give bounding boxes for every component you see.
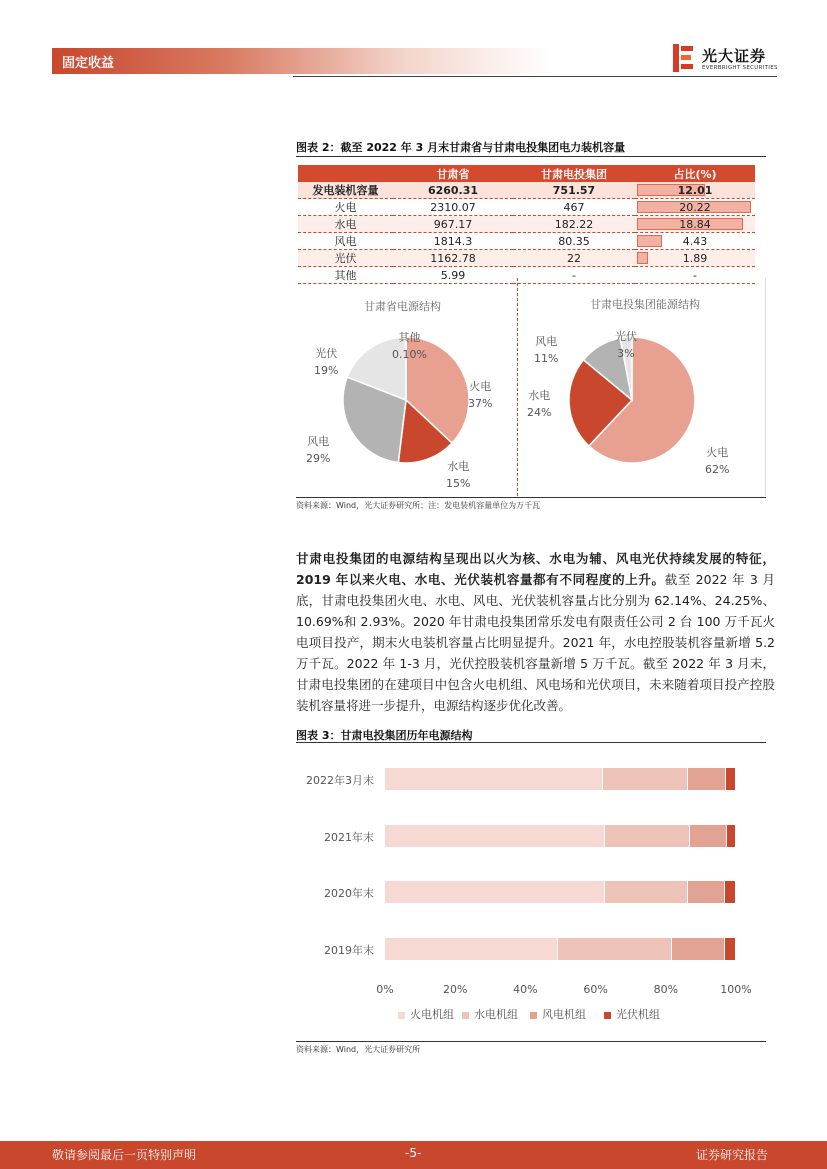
legend-label: 风电机组 — [542, 1008, 586, 1021]
table-row — [298, 216, 755, 233]
pie2-label — [615, 328, 637, 362]
pie-label-name: 水电 — [447, 460, 470, 473]
capacity-table — [298, 165, 755, 284]
logo-text: 光大证券 — [702, 47, 767, 65]
table-cell-pct — [635, 233, 755, 250]
bar-segment-2 — [690, 825, 726, 847]
x-tick-label: 20% — [442, 983, 468, 996]
bar-segment-3 — [726, 768, 735, 790]
bar-segment-0 — [385, 825, 604, 847]
x-tick-label: 100% — [720, 983, 752, 996]
pct-bar — [637, 252, 648, 264]
x-tick-label: 80% — [653, 983, 679, 996]
footer-disclaimer: 敬请参阅最后一页特别声明 — [52, 1148, 197, 1162]
pie1-label — [468, 378, 492, 412]
bar-segment-3 — [725, 881, 735, 903]
pie-label-name: 火电 — [469, 380, 492, 393]
legend-swatch — [398, 1012, 405, 1019]
pie1-label — [314, 345, 338, 379]
page-number: -5- — [405, 1146, 422, 1160]
legend-label: 光伏机组 — [616, 1008, 660, 1021]
legend-label: 水电机组 — [474, 1008, 518, 1021]
figure-3-bottom-rule — [296, 1041, 766, 1042]
pie-label-value: 62% — [705, 463, 730, 476]
figure-2-title: 图表 2：截至 2022 年 3 月末甘肃省与甘肃电投集团电力装机容量 — [296, 141, 626, 154]
pie-label-name: 风电 — [307, 435, 330, 448]
pct-value: - — [693, 268, 697, 282]
col-header — [298, 165, 393, 182]
table-cell-group: 467 — [513, 199, 635, 216]
legend-item — [530, 1006, 586, 1022]
table-cell-label: 风电 — [298, 233, 393, 250]
pie1-label — [392, 329, 427, 363]
legend-swatch — [462, 1012, 469, 1019]
col-header: 甘肃电投集团 — [513, 165, 635, 182]
pie1-label — [306, 433, 330, 467]
pie-label-name: 光伏 — [615, 330, 637, 343]
table-cell-gansu: 6260.31 — [393, 182, 513, 199]
pct-value: 1.89 — [682, 251, 708, 265]
bar-category-label: 2019年末 — [324, 944, 374, 957]
pie-label-name: 火电 — [706, 446, 729, 459]
pct-value: 20.22 — [679, 200, 711, 214]
pie-label-name: 水电 — [528, 389, 551, 402]
pie-label-value: 3% — [617, 347, 635, 360]
bar-category-label: 2020年末 — [324, 887, 374, 900]
pct-value: 12.01 — [677, 183, 713, 197]
figure-2-source: 资料来源：Wind，光大证券研究所；注：发电装机容量单位为万千瓦 — [296, 501, 541, 510]
pie2-label — [527, 387, 551, 421]
bar-segment-2 — [688, 768, 725, 790]
pie-label-value: 37% — [468, 397, 493, 410]
pct-value: 18.84 — [679, 217, 711, 231]
legend-label: 火电机组 — [410, 1008, 454, 1021]
bar-segment-1 — [558, 938, 671, 960]
col-header: 占比(%) — [635, 165, 755, 182]
table-row — [298, 233, 755, 250]
table-cell-pct — [635, 267, 755, 284]
figure-3-title: 图表 3：甘肃电投集团历年电源结构 — [296, 729, 473, 742]
table-cell-gansu: 5.99 — [393, 267, 513, 284]
table-cell-label: 光伏 — [298, 250, 393, 267]
pie-label-value: 0.10% — [392, 348, 427, 361]
pie-label-value: 19% — [314, 364, 339, 377]
bar-segment-0 — [385, 938, 557, 960]
logo-text-en: EVERBRIGHT SECURITIES — [702, 65, 778, 71]
bar-segment-0 — [385, 768, 602, 790]
legend-item — [398, 1006, 454, 1022]
pie-label-name: 风电 — [535, 335, 558, 348]
section-title: 固定收益 — [62, 56, 115, 71]
footer-report-type: 证券研究报告 — [696, 1148, 769, 1162]
pie-label-name: 光伏 — [315, 347, 338, 360]
x-tick-label: 0% — [376, 983, 394, 996]
body-bold: 甘肃电投集团的电源结构呈现出以火为核、水电为辅、风电光伏持续发展的特征，2019 年以来火电、水电、光伏装机容量都有不同程度的上升。 — [296, 551, 775, 587]
pie-label-name: 其他 — [398, 331, 421, 344]
logo-mark-icon — [673, 44, 695, 72]
table-cell-pct — [635, 216, 755, 233]
pie-label-value: 24% — [527, 406, 552, 419]
header-band — [52, 48, 552, 74]
table-cell-gansu: 1162.78 — [393, 250, 513, 267]
table-row — [298, 267, 755, 284]
legend-item — [604, 1006, 660, 1022]
pie1-title: 甘肃省电源结构 — [364, 300, 441, 313]
table-cell-group: 22 — [513, 250, 635, 267]
table-cell-label: 发电装机容量 — [298, 182, 393, 199]
table-cell-gansu: 2310.07 — [393, 199, 513, 216]
table-cell-group: 80.35 — [513, 233, 635, 250]
table-row — [298, 182, 755, 199]
pie-label-value: 15% — [446, 477, 471, 490]
x-tick-label: 60% — [583, 983, 608, 996]
body-text: 截至 2022 年 3 月底，甘肃电投集团火电、水电、风电、光伏装机容量占比分别为 62.14%、24.25%、10.69%和 2.93%。2020 年甘肃电投集团常乐发电有限责任公司 2 台 100 万千瓦火电项目投产，期末火电装机容量占比明显提升。2021 年，水电控股装机容量新增 5.2 万千瓦。2022 年 1-3 月，光伏控股装机容量新增 5 万千瓦。截至 2022 年 3 月末，甘肃电投集团的在建项目中包含火电机组、风电场和光伏项目，未来随着项目投产控股装机容量将进一步提升，电源结构逐步优化改善。 — [296, 572, 775, 713]
pie-frame — [765, 278, 766, 496]
pie2-label — [534, 333, 558, 367]
pie2-title: 甘肃电投集团能源结构 — [590, 298, 700, 311]
table-cell-gansu: 1814.3 — [393, 233, 513, 250]
bar-category-label: 2022年3月末 — [306, 774, 374, 787]
x-tick-label: 40% — [513, 983, 538, 996]
pie-divider — [517, 278, 518, 496]
table-cell-gansu: 967.17 — [393, 216, 513, 233]
pie-label-value: 29% — [306, 452, 331, 465]
figure-2-bottom-rule — [296, 497, 766, 498]
pie-label-value: 11% — [534, 352, 559, 365]
table-cell-group: - — [513, 267, 635, 284]
table-cell-label: 火电 — [298, 199, 393, 216]
figure-3-source: 资料来源：Wind，光大证券研究所 — [296, 1045, 421, 1054]
table-cell-group: 751.57 — [513, 182, 635, 199]
figure-3-rule — [296, 742, 766, 743]
legend-swatch — [530, 1012, 537, 1019]
table-cell-pct — [635, 250, 755, 267]
header-rule — [293, 76, 777, 77]
bar-segment-2 — [672, 938, 724, 960]
table-cell-pct — [635, 182, 755, 199]
bar-segment-2 — [688, 881, 724, 903]
bar-segment-1 — [603, 768, 687, 790]
bar-segment-1 — [605, 881, 687, 903]
bar-segment-3 — [725, 938, 735, 960]
table-cell-label: 其他 — [298, 267, 393, 284]
bar-category-label: 2021年末 — [324, 831, 374, 844]
table-cell-label: 水电 — [298, 216, 393, 233]
table-cell-pct — [635, 199, 755, 216]
table-cell-group: 182.22 — [513, 216, 635, 233]
legend-item — [462, 1006, 518, 1022]
figure-2-rule — [296, 156, 766, 157]
pie1-label — [446, 458, 470, 492]
legend-swatch — [604, 1012, 611, 1019]
table-row — [298, 199, 755, 216]
bar-segment-3 — [727, 825, 735, 847]
table-row — [298, 250, 755, 267]
pie2-label — [705, 444, 729, 478]
pct-value: 4.43 — [682, 234, 708, 248]
bar-segment-0 — [385, 881, 604, 903]
body-paragraph — [296, 548, 775, 716]
bar-segment-1 — [605, 825, 689, 847]
pct-bar — [637, 235, 662, 247]
col-header: 甘肃省 — [393, 165, 513, 182]
